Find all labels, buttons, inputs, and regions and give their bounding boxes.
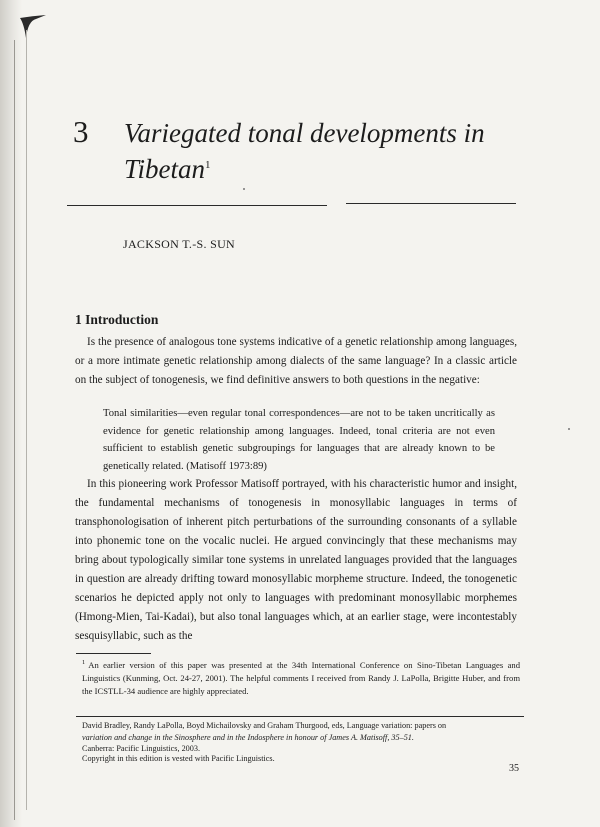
title-rule-right: [346, 203, 516, 204]
footnote-marker: 1: [82, 659, 86, 666]
chapter-number: 3: [73, 114, 89, 149]
title-footnote-marker: 1: [205, 159, 211, 171]
binding-mark-icon: [18, 14, 48, 40]
page-number: 35: [509, 763, 519, 774]
scan-speck: [568, 428, 570, 430]
chapter-title-text: Variegated tonal developments in Tibetan: [124, 118, 485, 184]
copyright-notice: Copyright in this edition is vested with Pacific Linguistics.: [82, 754, 275, 763]
title-rule-left: [67, 205, 327, 206]
footnote-text: An earlier version of this paper was presented at the 34th International Conference on Sino-Tibetan Languages and Linguistics (Kunming, Oct. 24-27, 2001). The helpful comments I received from Randy J. LaPolla, Brigitte Huber, and from the ICSTLL-34 audience are highly appreciated.: [82, 659, 520, 696]
scan-shadow: [0, 0, 22, 827]
paragraph-1: Is the presence of analogous tone systems indicative of a genetic relationship among languages, or a more intimate genetic relationship among dialects of the same language? In a classic article on the subject of tonogenesis, we find definitive answers to both questions in the negative:: [75, 336, 517, 386]
paragraph-2: In this pioneering work Professor Matisoff portrayed, with his characteristic humor and insight, the fundamental mechanisms of tonogenesis in monosyllabic languages in terms of transphonologisation of inherent pitch perturbations of the surrounding consonants of a syllable into phonemic tone on the vocalic nuclei. He argued convincingly that these mechanisms may bring about typologically similar tone systems in unrelated languages provided that the languages in question are already drifting toward monosyllabic morpheme structure. Indeed, the tonogenetic scenarios he depicted apply not only to languages with predominant monosyllabic morphemes (Hmong-Mien, Tai-Kadai), but also tonal languages which, at an earlier stage, were incontestably sesquisyllabic, such as the: [75, 478, 517, 642]
citation-block: [82, 720, 524, 755]
citation-line-2: variation and change in the Sinosphere and in the Indosphere in honour of James A. Matisoff, 35–51.: [82, 732, 414, 742]
footnote-rule: [76, 653, 151, 654]
scan-speck: [243, 188, 245, 190]
footnote: [82, 656, 520, 698]
citation-line-1: David Bradley, Randy LaPolla, Boyd Michailovsky and Graham Thurgood, eds, Language variation: papers on: [82, 721, 447, 730]
section-heading: 1 Introduction: [75, 312, 159, 327]
citation-line-3: Canberra: Pacific Linguistics, 2003.: [82, 744, 201, 753]
author-name: JACKSON T.-S. SUN: [123, 237, 236, 251]
citation-rule: [76, 716, 524, 717]
page-edge: [26, 30, 27, 810]
block-quote: Tonal similarities—even regular tonal correspondences—are not to be taken uncritically as evidence for genetic relationship among languages. Indeed, tonal criteria are not even sufficient to establish genetic subgroupings for languages that are already known to be genetically related. (Matisoff 1973:89): [103, 408, 495, 472]
chapter-title: [124, 117, 544, 185]
